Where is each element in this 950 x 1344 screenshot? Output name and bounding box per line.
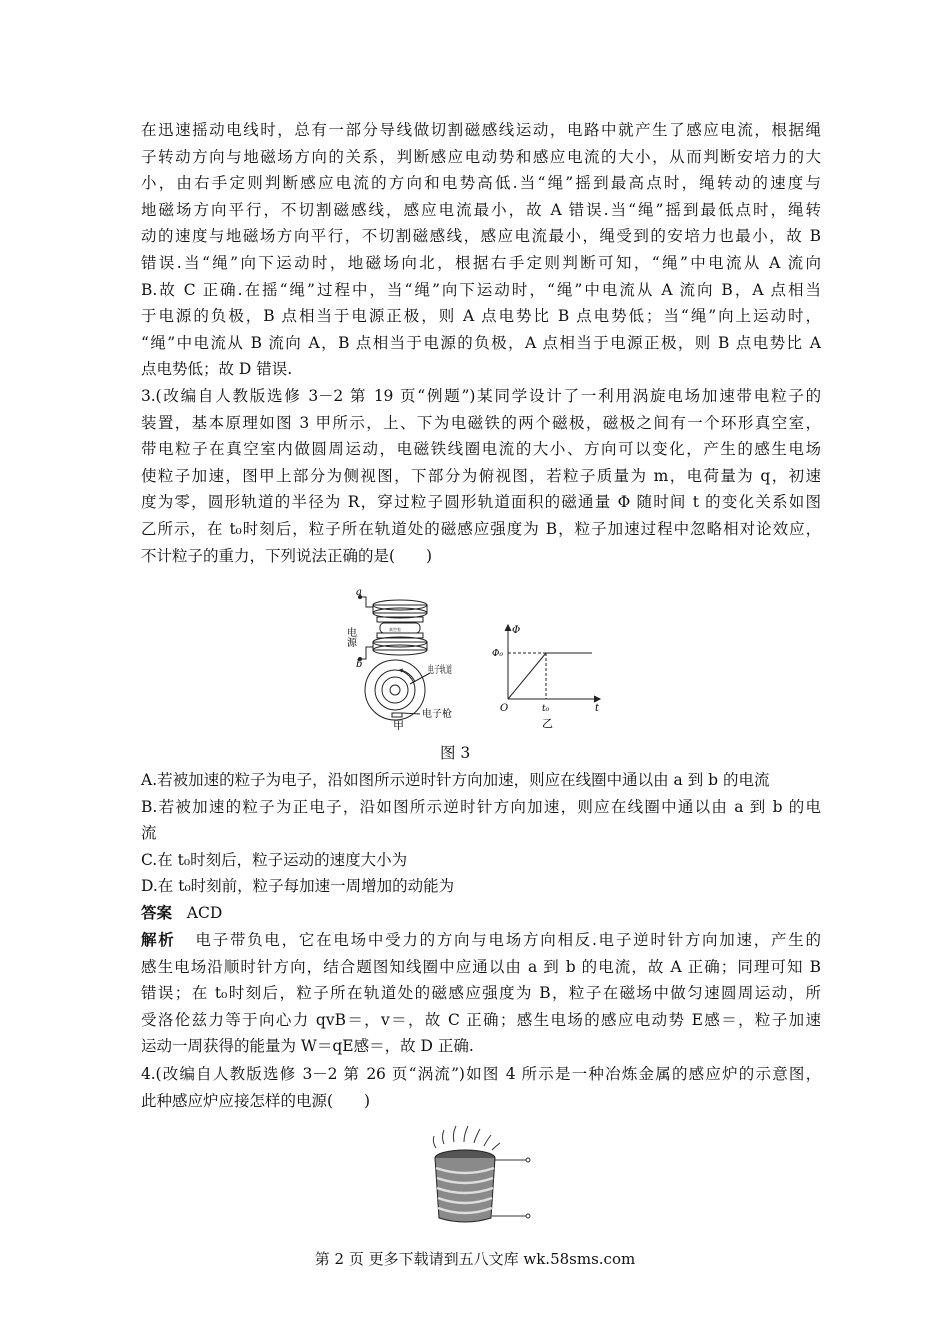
text-line: 使粒子加速，图甲上部分为侧视图，下部分为俯视图，若粒子质量为 m，电荷量为 q，初速 bbox=[141, 466, 821, 485]
text-line: 运动一周获得的能量为 W＝qE感＝，故 D 正确. bbox=[141, 1037, 474, 1056]
text-line: 子转动方向与地磁场方向的关系，判断感应电动势和感应电流的大小，从而判断安培力的大 bbox=[141, 147, 821, 166]
figure-3 bbox=[340, 587, 612, 733]
question-3-analysis bbox=[141, 927, 821, 1060]
label-jia: 甲 bbox=[393, 719, 404, 732]
text-line: 在迅速摇动电线时，总有一部分导线做切割磁感线运动，电路中就产生了感应电流，根据绳 bbox=[141, 121, 821, 139]
answer-line bbox=[141, 900, 821, 927]
label-power-source: 电源 bbox=[344, 627, 356, 647]
figure-4-induction-furnace bbox=[410, 1122, 540, 1230]
analysis-line: 电子带负电，它在电场中受力的方向与电场方向相反.电子逆时针方向加速，产生的 bbox=[195, 931, 821, 949]
text-line: 3.(改编自人教版选修 3－2 第 19 页“例题”)某同学设计了一利用涡旋电场加速带电粒子的 bbox=[141, 387, 821, 405]
label-electron-orbit: 电子轨道 bbox=[428, 665, 468, 676]
electromagnet-diagram bbox=[359, 596, 431, 721]
question-3-options bbox=[141, 767, 821, 900]
tick-label-t0: t₀ bbox=[542, 704, 550, 714]
text-line: B.故 C 正确.在摇“绳”过程中，当“绳”向下运动时，“绳”中电流从 A 流向 B，A 点相当 bbox=[141, 280, 821, 299]
tick-label-phi0: Φ₀ bbox=[492, 649, 503, 659]
analysis-label: 解析 bbox=[141, 930, 176, 949]
crucible-coil bbox=[435, 1150, 495, 1222]
label-yi: 乙 bbox=[542, 717, 553, 730]
answer-label: 答案 bbox=[141, 903, 173, 922]
flux-time-graph bbox=[505, 625, 600, 702]
heat-waves bbox=[433, 1126, 500, 1150]
text-line: 地磁场方向平行，不切割磁感线，感应电流最小，故 A 错误.当“绳”摇到最低点时，绳转 bbox=[141, 200, 821, 219]
text-line: 带电粒子在真空室内做圆周运动，电磁铁线圈电流的大小、方向可以变化，产生的感生电场 bbox=[141, 440, 821, 459]
option-d: D.在 t₀时刻前，粒子每加速一周增加的动能为 bbox=[141, 877, 455, 896]
text-line bbox=[141, 927, 821, 954]
option-c: C.在 t₀时刻后，粒子运动的速度大小为 bbox=[141, 850, 408, 869]
label-a: a bbox=[356, 587, 362, 598]
text-line: 度为零，圆形轨道的半径为 R，穿过粒子圆形轨道面积的磁通量 Φ 随时间 t 的变化关系如图 bbox=[141, 493, 821, 512]
text-line: 受洛伦兹力等于向心力 qvB＝，v＝，故 C 正确；感生电场的感应电动势 E感＝，粒子加速 bbox=[141, 1010, 821, 1029]
coil-leads bbox=[492, 1158, 530, 1218]
text-line: 错误.当“绳”向下运动时，地磁场向北，根据右手定则判断可知，“绳”中电流从 A 流向 bbox=[141, 253, 821, 272]
text-line: 错误；在 t₀时刻后，粒子所在轨道处的磁感应强度为 B，粒子在磁场中做匀速圆周运动，所 bbox=[141, 984, 821, 1003]
flux-ramp-line bbox=[508, 653, 546, 699]
text-line: 感生电场沿顺时针方向，结合题图知线圈中应通以由 a 到 b 的电流，故 A 正确；同理可知 B bbox=[141, 957, 821, 976]
text-line: 不计粒子的重力，下列说法正确的是( ) bbox=[141, 546, 433, 565]
answer-value: ACD bbox=[186, 904, 223, 922]
text-line: 此种感应炉应接怎样的电源( ) bbox=[141, 1091, 371, 1110]
origin-label: O bbox=[500, 703, 509, 714]
option-b: B.若被加速的粒子为正电子，沿如图所示逆时针方向加速，则应在线圈中通以由 a 到 b 的电 bbox=[141, 797, 821, 816]
question-3-stem bbox=[141, 383, 821, 569]
text-line: 乙所示，在 t₀时刻后，粒子所在轨道处的磁感应强度为 B，粒子加速过程中忽略相对论效应， bbox=[141, 519, 821, 538]
label-b: b bbox=[356, 659, 363, 670]
page-footer: 第 2 页 更多下载请到五八文库 wk.58sms.com bbox=[314, 1250, 636, 1268]
option-a: A.若被加速的粒子为电子，沿如图所示逆时针方向加速，则应在线圈中通以由 a 到 b 的电流 bbox=[141, 771, 770, 789]
label-electron-gun: 电子枪 bbox=[422, 709, 452, 720]
text-line: “绳”中电流从 B 流向 A，B 点相当于电源的负极，A 点相当于电源正极，则 B 点电势比 A bbox=[141, 333, 821, 352]
question-4-stem bbox=[141, 1061, 821, 1114]
text-line: 4.(改编自人教版选修 3－2 第 26 页“涡流”)如图 4 所示是一种冶炼金属的感应炉的示意图， bbox=[141, 1065, 821, 1083]
text-line: 动的速度与地磁场方向平行，不切割磁感线，感应电流最小，绳受到的安培力也最小，故 B bbox=[141, 227, 821, 246]
previous-analysis bbox=[141, 117, 821, 383]
label-vacuum-chamber: 真空室 bbox=[389, 627, 401, 632]
axis-label-phi: Φ bbox=[512, 625, 521, 636]
text-line: 于电源的负极，B 点相当于电源正极，则 A 点电势比 B 点电势低；当“绳”向上运动时， bbox=[141, 307, 821, 326]
option-b-cont: 流 bbox=[141, 824, 157, 843]
text-line: 小，由右手定则判断感应电流的方向和电势高低.当“绳”摇到最高点时，绳转动的速度与 bbox=[141, 174, 821, 193]
text-line: 点电势低；故 D 错误. bbox=[141, 360, 293, 379]
axis-label-t: t bbox=[595, 703, 600, 714]
figure-3-caption: 图 3 bbox=[440, 744, 471, 762]
text-line: 装置，基本原理如图 3 甲所示，上、下为电磁铁的两个磁极，磁极之间有一个环形真空室， bbox=[141, 413, 821, 432]
